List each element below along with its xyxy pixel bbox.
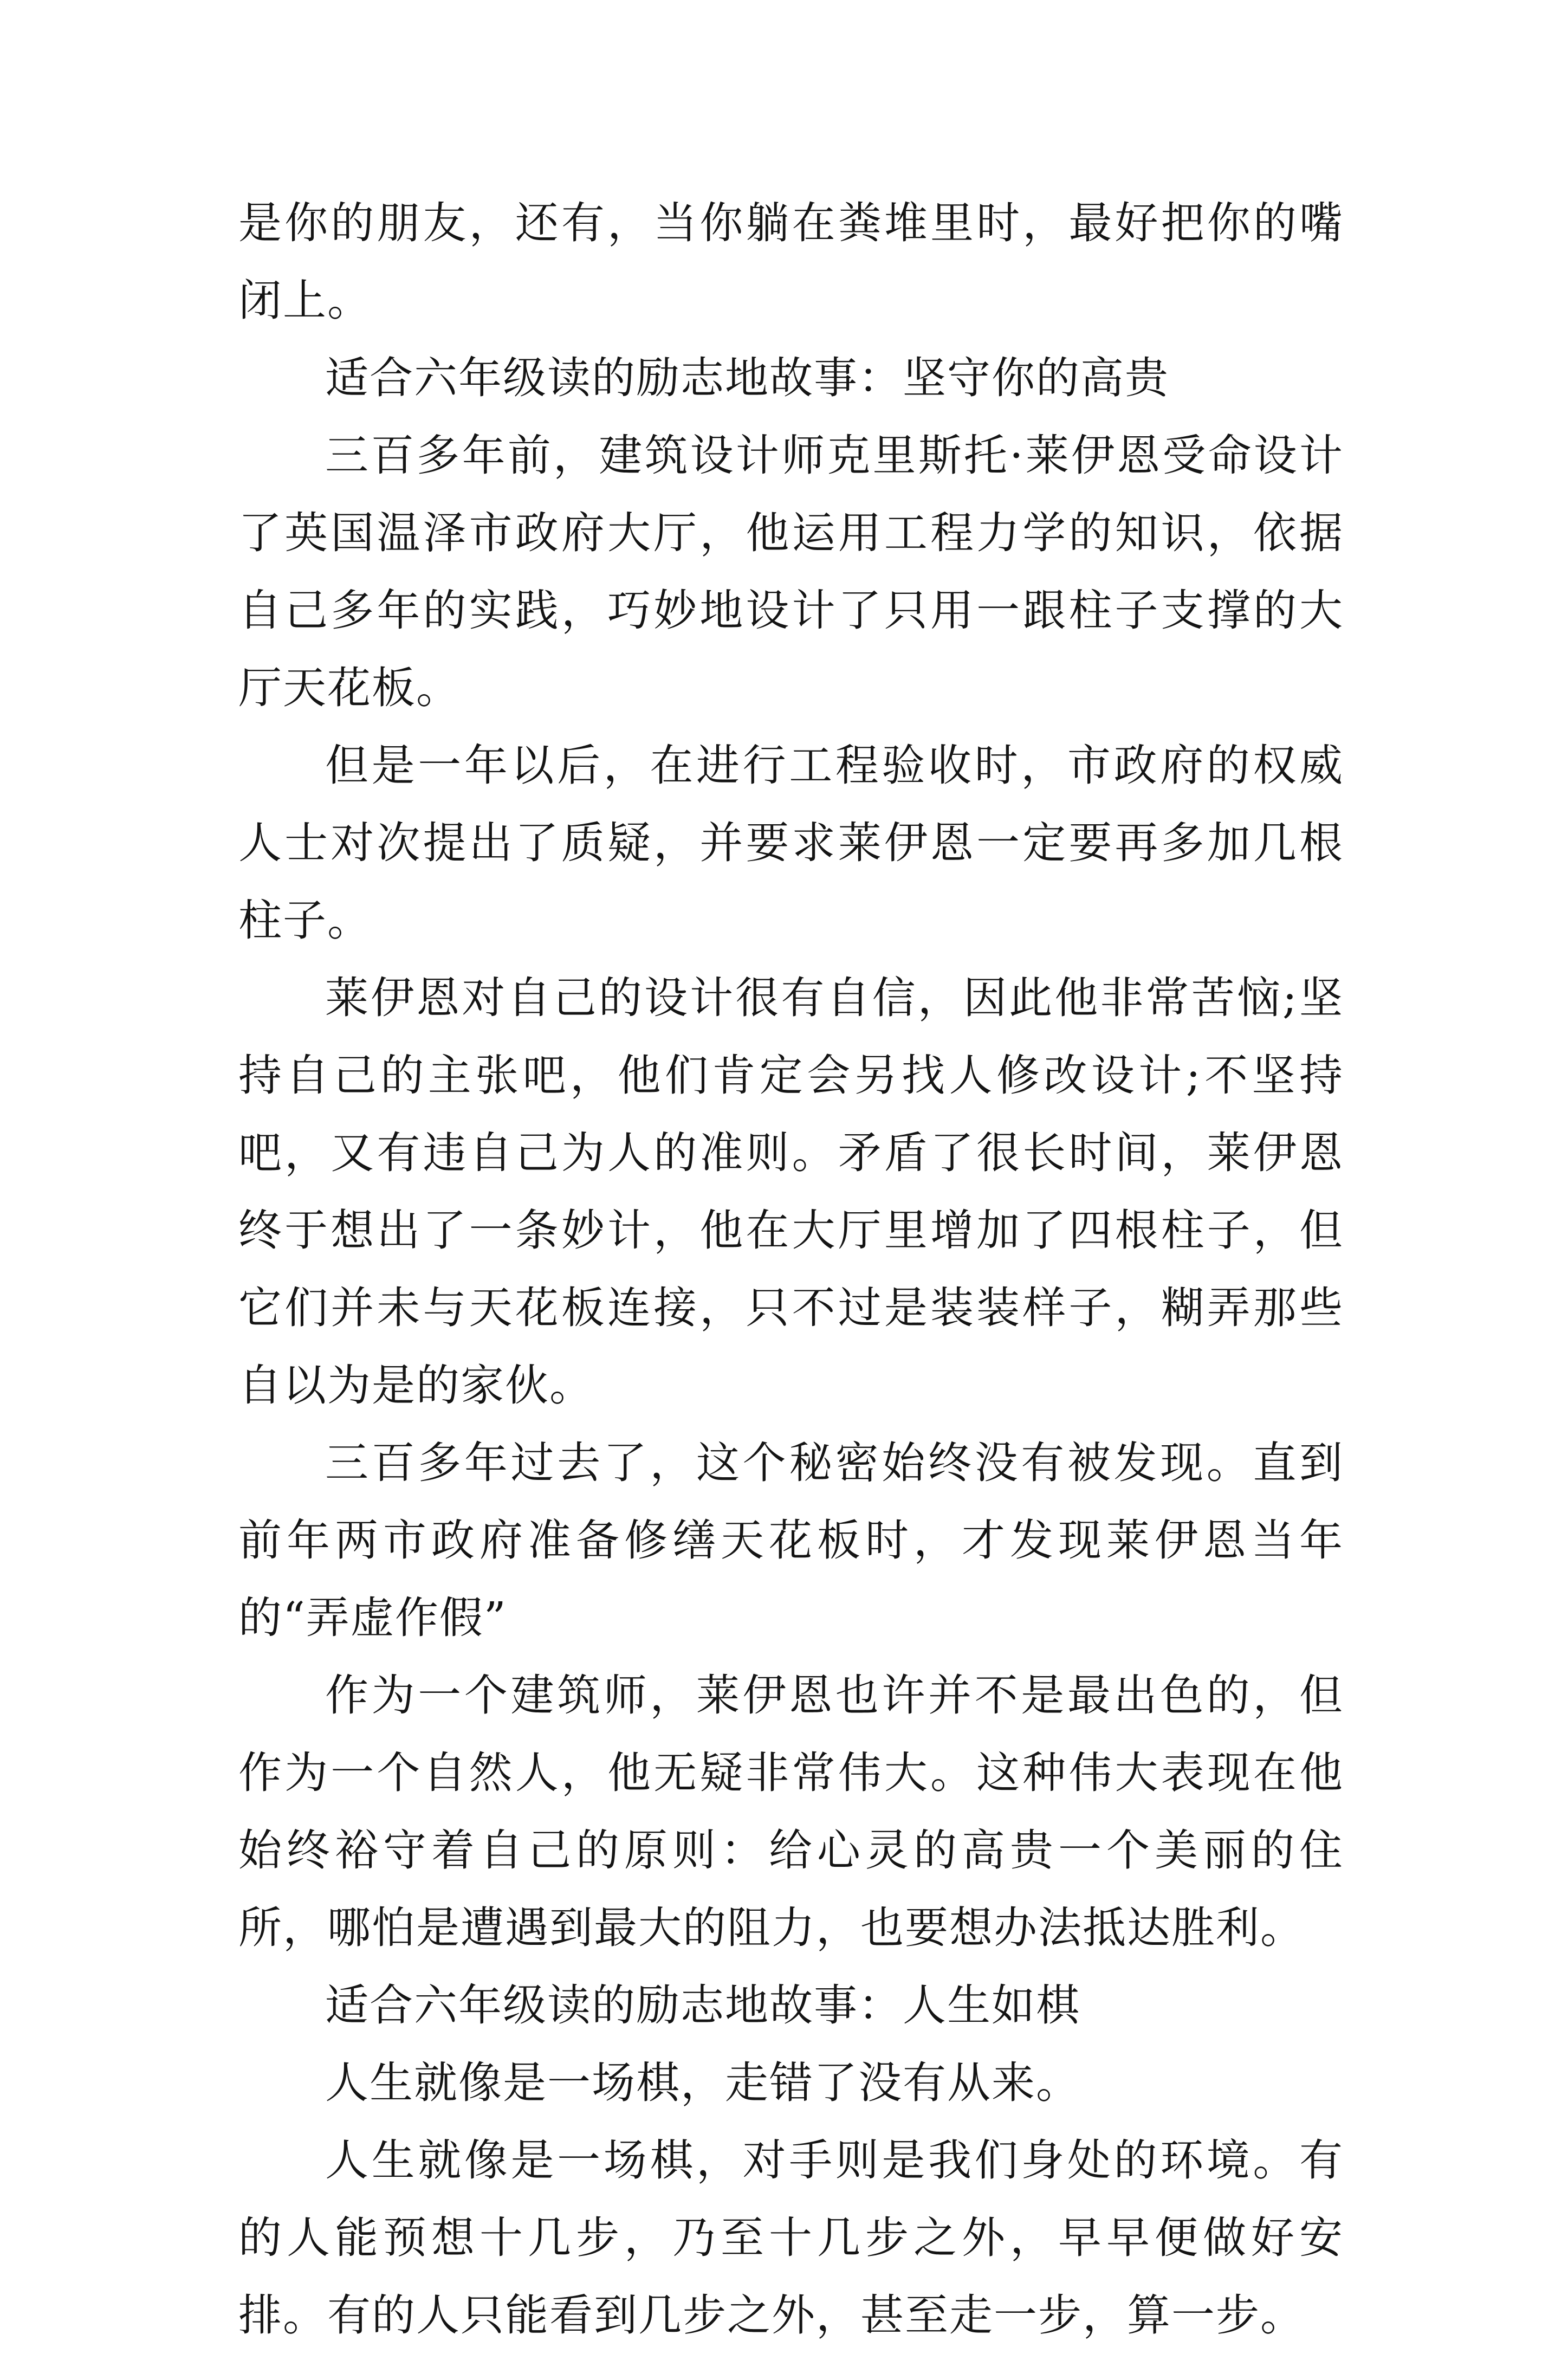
paragraph: 三百多年前，建筑设计师克里斯托·莱伊恩受命设计了英国温泽市政府大厅，他运用工程力学的知识，依据自己多年的实践，巧妙地设计了只用一跟柱子支撑的大厅天花板。 [238,430,1344,713]
paragraph: 人生就像是一场棋，走错了没有从来。 [325,2058,1080,2108]
paragraph: 三百多年过去了，这个秘密始终没有被发现。直到前年两市政府准备修缮天花板时，才发现莱伊恩当年的“弄虚作假” [238,1438,1344,1643]
section-heading: 适合六年级读的励志地故事：坚守你的高贵 [325,353,1169,403]
section-heading: 适合六年级读的励志地故事：人生如棋 [325,1980,1080,2030]
paragraph: 但是一年以后，在进行工程验收时，市政府的权威人士对次提出了质疑，并要求莱伊恩一定要再多加几根柱子。 [238,740,1344,946]
paragraph: 作为一个建筑师，莱伊恩也许并不是最出色的，但作为一个自然人，他无疑非常伟大。这种伟大表现在他始终裕守着自己的原则：给心灵的高贵一个美丽的住所，哪怕是遭遇到最大的阻力，也要想办法抵达胜利。 [238,1670,1344,1953]
paragraph: 莱伊恩对自己的设计很有自信，因此他非常苦恼;坚持自己的主张吧，他们肯定会另找人修改设计;不坚持吧，又有违自己为人的准则。矛盾了很长时间，莱伊恩终于想出了一条妙计，他在大厅里增加了四根柱子，但它们并未与天花板连接，只不过是装装样子，糊弄那些自以为是的家伙。 [238,973,1344,1411]
document-body [238,184,1344,2354]
paragraph: 人生就像是一场棋，对手则是我们身处的环境。有的人能预想十几步，乃至十几步之外，早早便做好安排。有的人只能看到几步之外，甚至走一步，算一步。 [238,2135,1344,2340]
paragraph: 是你的朋友，还有，当你躺在粪堆里时，最好把你的嘴闭上。 [238,198,1344,326]
